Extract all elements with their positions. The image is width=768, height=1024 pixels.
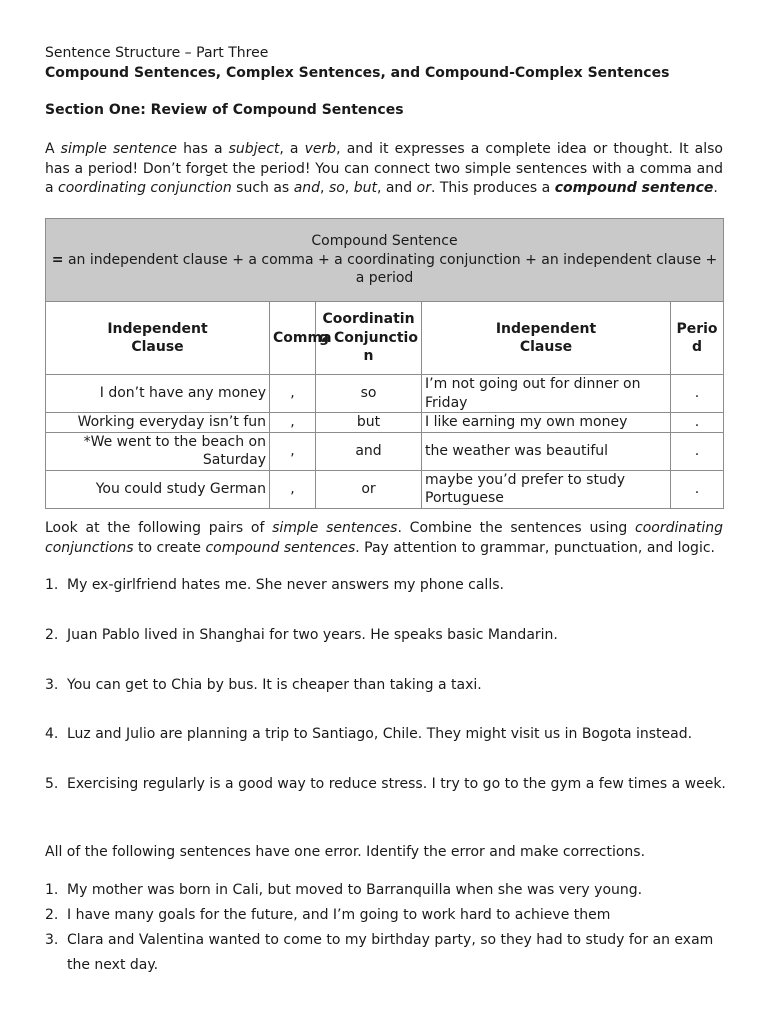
table-cell: .: [671, 413, 724, 433]
table-row: [46, 432, 724, 470]
table-cell: .: [671, 432, 724, 470]
table-cell: but: [316, 413, 422, 433]
table-cell: I like earning my own money: [422, 413, 671, 433]
table-title: Compound Sentence: [311, 233, 458, 250]
list-item: 3. You can get to Chia by bus. It is cheaper than taking a taxi.: [45, 677, 482, 693]
list-item: 3. Clara and Valentina wanted to come to my birthday party, so they had to study for an exam: [45, 932, 714, 948]
table-cell: ,: [270, 375, 316, 413]
list-item-continuation: the next day.: [67, 957, 159, 973]
table-cell: .: [671, 470, 724, 508]
table-cell: ,: [270, 432, 316, 470]
table-cell: and: [316, 432, 422, 470]
column-header: Independent Clause: [422, 302, 671, 375]
table-cell: ,: [270, 470, 316, 508]
list-item: 4. Luz and Julio are planning a trip to Santiago, Chile. They might visit us in Bogota instead.: [45, 726, 693, 742]
list-item: 2. Juan Pablo lived in Shanghai for two years. He speaks basic Mandarin.: [45, 627, 558, 643]
table-cell: I don’t have any money: [46, 375, 270, 413]
table-cell: Working everyday isn’t fun: [46, 413, 270, 433]
column-header: Comma: [270, 302, 316, 375]
list-item: 2. I have many goals for the future, and I’m going to work hard to achieve them: [45, 907, 611, 923]
column-header: Period: [671, 302, 724, 375]
errors-intro: All of the following sentences have one error. Identify the error and make corrections.: [45, 844, 646, 860]
table-header-row: [46, 302, 724, 375]
list-item: 5. Exercising regularly is a good way to reduce stress. I try to go to the gym a few times a week.: [45, 776, 726, 792]
instructions-paragraph: Look at the following pairs of simple sentences. Combine the sentences using coordinating conjunctions to create compound sentences. Pay attention to grammar, punctuation, and logic.: [45, 520, 723, 556]
table-cell: so: [316, 375, 422, 413]
table-cell: the weather was beautiful: [422, 432, 671, 470]
table-cell: or: [316, 470, 422, 508]
table-row: [46, 470, 724, 508]
table-cell: ,: [270, 413, 316, 433]
table-row: [46, 375, 724, 413]
table-cell: You could study German: [46, 470, 270, 508]
compound-sentence-table: [45, 218, 724, 509]
table-cell: maybe you’d prefer to study Portuguese: [422, 470, 671, 508]
doc-kicker: Sentence Structure – Part Three: [45, 45, 269, 61]
column-header: Coordinating Conjunction: [316, 302, 422, 375]
list-item: 1. My mother was born in Cali, but moved to Barranquilla when she was very young.: [45, 882, 643, 898]
table-cell: *We went to the beach on Saturday: [46, 432, 270, 470]
table-heading-cell: [46, 219, 724, 302]
table-cell: I’m not going out for dinner on Friday: [422, 375, 671, 413]
list-item: 1. My ex-girlfriend hates me. She never answers my phone calls.: [45, 577, 504, 593]
table-heading-row: [46, 219, 724, 302]
intro-paragraph: A simple sentence has a subject, a verb, and it expresses a complete idea or thought. It also has a period! Don’t forget the period! You can connect two simple sentences with a comma and a coordinating conjunction such as and, so, but, and or. This produces a compound sentence.: [45, 141, 723, 196]
doc-title: Compound Sentences, Complex Sentences, and Compound-Complex Sentences: [45, 65, 670, 81]
table-row: [46, 413, 724, 433]
table-cell: .: [671, 375, 724, 413]
table-formula: = an independent clause + a comma + a coordinating conjunction + an independent clause + a period: [51, 251, 718, 287]
column-header: Independent Clause: [46, 302, 270, 375]
section-heading: Section One: Review of Compound Sentences: [45, 102, 404, 118]
